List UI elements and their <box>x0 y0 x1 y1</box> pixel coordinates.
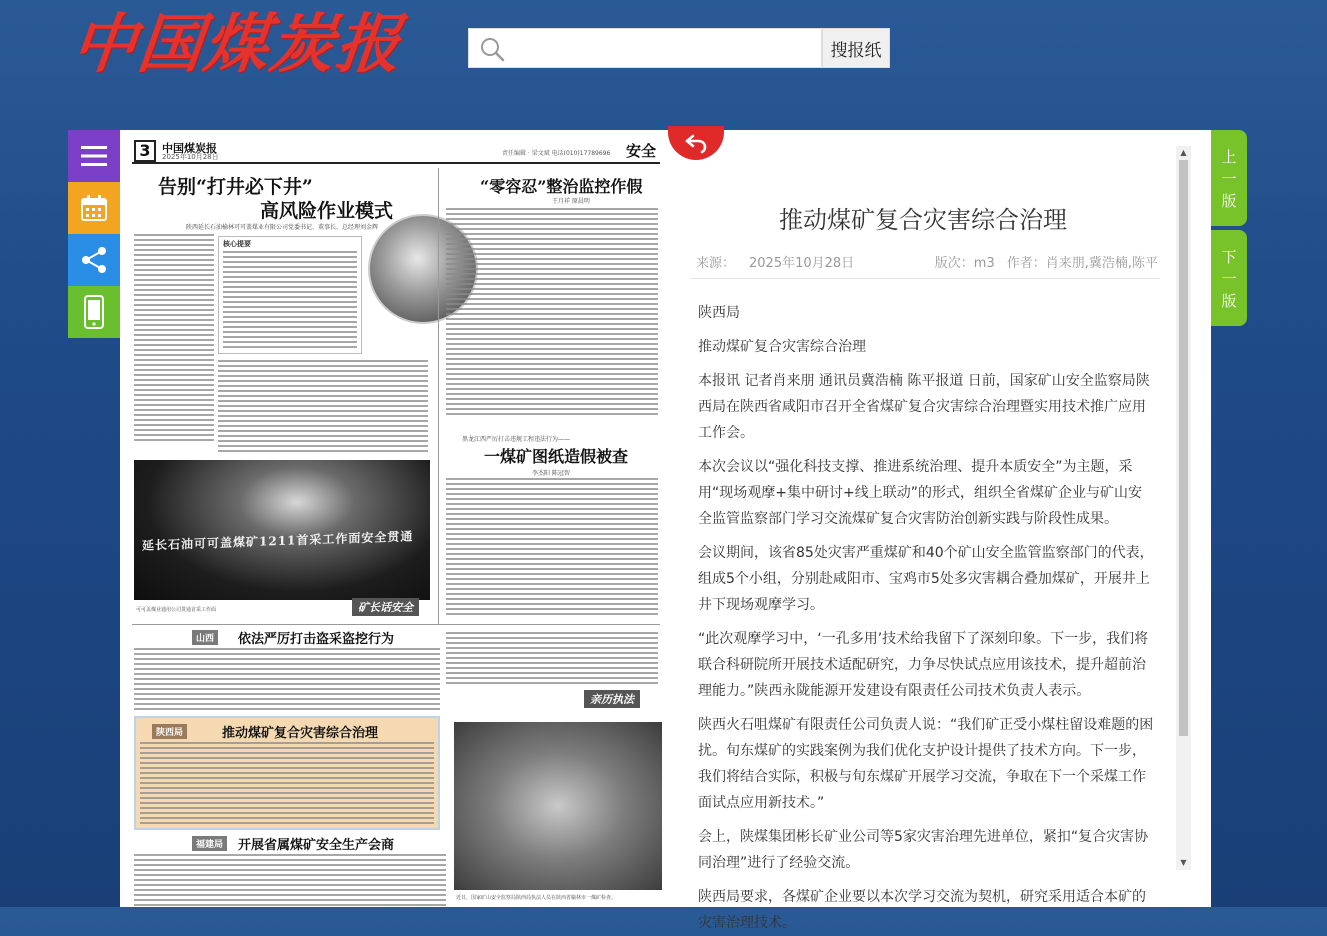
headline-3-author: 李杰阳 陈冠智 <box>532 470 570 477</box>
source-label: 来源： <box>696 256 736 271</box>
core-text <box>223 251 357 349</box>
row-divider <box>132 624 660 625</box>
highlighted-article[interactable] <box>134 716 440 830</box>
article-body <box>698 300 1154 931</box>
article-text-block <box>134 234 214 444</box>
article-panel <box>668 130 1211 931</box>
paragraph: “此次观摩学习中，‘一孔多用’技术给我留下了深刻印象。下一步，我们将联合科研院所开展技术适配研究，力争尽快试点应用该技术，提升超前治理能力。”陕西永陇能源开发建设有限责任公司技术负责人表示。 <box>698 631 1149 699</box>
back-arrow-icon <box>684 133 708 153</box>
news-photo-stage[interactable] <box>134 460 430 600</box>
search-button[interactable]: 搜报纸 <box>822 28 890 68</box>
page-section: 安全 <box>625 142 656 160</box>
paragraph: 会上，陕煤集团彬长矿业公司等5家灾害治理先进单位，紧扣“复合灾害协同治理”进行了经验交流。 <box>698 829 1149 871</box>
photo-caption: 可可盖煤业通用公司贯通首采工作面 <box>136 607 217 613</box>
site-logo[interactable]: 中国煤炭报 <box>68 7 406 82</box>
article-meta <box>696 252 1158 276</box>
menu-button[interactable] <box>68 130 120 182</box>
paragraph: 会议期间，该省85处灾害严重煤矿和40个矿山安全监管监察部门的代表，组成5个小组，分别赴咸阳市、宝鸡市5处多灾害耦合叠加煤矿，开展井上井下现场观摩学习。 <box>698 545 1154 613</box>
headline-2-author: 王月祥 原晨明 <box>552 198 590 205</box>
article-source-date <box>696 252 854 271</box>
share-icon <box>80 246 108 274</box>
nav-char: 上 <box>1221 148 1237 166</box>
headline-6[interactable]: 开展省属煤矿安全生产会商 <box>238 838 395 853</box>
paragraph: 陕西局 <box>698 305 740 321</box>
mobile-button[interactable] <box>68 286 120 338</box>
article-text-block <box>218 360 428 452</box>
core-label: 核心提要 <box>223 240 251 248</box>
headline-3-kicker: 黑龙江西严厉打击违规工程违法行为—— <box>462 436 571 443</box>
column-stamp: 亲历执法 <box>584 690 640 708</box>
article-text-block <box>140 742 434 826</box>
headline-1b[interactable]: 高风险作业模式 <box>260 200 394 222</box>
author-label: 作者： <box>1006 256 1046 271</box>
prev-edition-button[interactable] <box>1211 130 1247 226</box>
paragraph: 本次会议以“强化科技支撑、推进系统治理、提升本质安全”为主题，采用“现场观摩+集中研讨+线上联动”的形式，组织全省煤矿企业与矿山安全监管监察部门学习交流煤矿复合灾害防治创新实践与阶段性成果。 <box>698 459 1142 527</box>
headline-4[interactable]: 依法严厉打击盗采盗挖行为 <box>238 632 395 647</box>
headline-3[interactable]: 一煤矿图纸造假被查 <box>484 447 629 466</box>
article-text-block <box>134 854 446 906</box>
nav-char: 一 <box>1221 170 1237 188</box>
share-button[interactable] <box>68 234 120 286</box>
article-authors: 肖来朋,冀浩楠,陈平 <box>1045 256 1158 271</box>
page-editor: 责任编辑 · 梁文斌 电话(010)17789696 <box>502 150 611 157</box>
region-tag-shanxi: 山西 <box>192 630 218 645</box>
headline-1a[interactable]: 告别“打井必下井” <box>158 176 313 198</box>
paragraph: 陕西火石咀煤矿有限责任公司负责人说：“我们矿正受小煤柱留设难题的困扰。旬东煤矿的实践案例为我们优化支护设计提供了技术方向。下一步，我们将结合实际，积极与旬东煤矿开展学习交流，争取在下一个采煤工作面试点应用新技术。” <box>698 717 1154 811</box>
article-edition-author <box>935 252 1158 271</box>
page-date: 2025年10月28日 <box>162 153 219 161</box>
next-edition-button[interactable] <box>1211 230 1247 326</box>
scroll-down-arrow-icon[interactable]: ▼ <box>1180 858 1187 867</box>
article-text-block <box>446 632 658 684</box>
photo-banner-text: 延长石油可可盖煤矿1211首采工作面安全贯通 <box>142 529 414 553</box>
headline-2[interactable]: “零容忍”整治监控作假 <box>480 177 643 196</box>
search-input[interactable] <box>513 33 813 65</box>
search-box <box>468 28 822 68</box>
nav-char: 版 <box>1221 192 1237 210</box>
article-title: 推动煤矿复合灾害综合治理 <box>779 206 1067 234</box>
headline-5[interactable]: 推动煤矿复合灾害综合治理 <box>222 726 379 741</box>
paragraph: 推动煤矿复合灾害综合治理 <box>698 339 866 355</box>
article-text-block <box>134 648 440 712</box>
paragraph: 本报讯 记者肖来朋 通讯员冀浩楠 陈平报道 日前，国家矿山安全监察局陕西局在陕西省咸阳市召开全省煤矿复合灾害综合治理暨实用技术推广应用工作会。 <box>698 373 1150 441</box>
page-masthead: 中国煤炭报 <box>162 142 217 155</box>
news-photo-inspection[interactable] <box>454 722 662 890</box>
article-text-block <box>446 208 658 418</box>
calendar-icon <box>80 194 108 222</box>
article-date: 2025年10月28日 <box>749 256 855 271</box>
calendar-button[interactable] <box>68 182 120 234</box>
article-text-block <box>446 478 658 618</box>
scroll-up-arrow-icon[interactable]: ▲ <box>1180 148 1187 157</box>
column-divider <box>438 168 439 624</box>
headline-1-sub: 陕西延长石油榆林可可盖煤业有限公司党委书记、董事长、总经理刘金辉 <box>186 224 379 231</box>
nav-char: 一 <box>1221 270 1237 288</box>
hamburger-menu-icon <box>80 144 108 168</box>
bottom-photo-caption: 近日，国家矿山安全监察局陕西局执法人员在陕西省榆林市一煤矿检查。 <box>456 895 617 901</box>
scroll-thumb[interactable] <box>1179 160 1188 736</box>
column-stamp: 矿长话安全 <box>352 598 419 616</box>
core-summary-box <box>218 236 362 354</box>
edition-label: 版次： <box>934 256 974 271</box>
meta-divider <box>690 278 1160 279</box>
article-scrollbar[interactable] <box>1176 146 1191 870</box>
region-tag-fujian: 福建局 <box>192 836 227 851</box>
newspaper-page[interactable] <box>120 130 668 907</box>
mobile-phone-icon <box>84 295 104 329</box>
nav-char: 版 <box>1221 292 1237 310</box>
paragraph: 陕西局要求，各煤矿企业要以本次学习交流为契机，研究采用适合本矿的灾害治理技术。 <box>698 889 1146 931</box>
page-number: 3 <box>134 140 156 162</box>
article-edition: m3 <box>973 256 995 271</box>
search-icon <box>479 36 505 62</box>
region-tag-shaanxi: 陕西局 <box>152 724 187 739</box>
nav-char: 下 <box>1221 248 1237 266</box>
page-header <box>132 138 660 164</box>
